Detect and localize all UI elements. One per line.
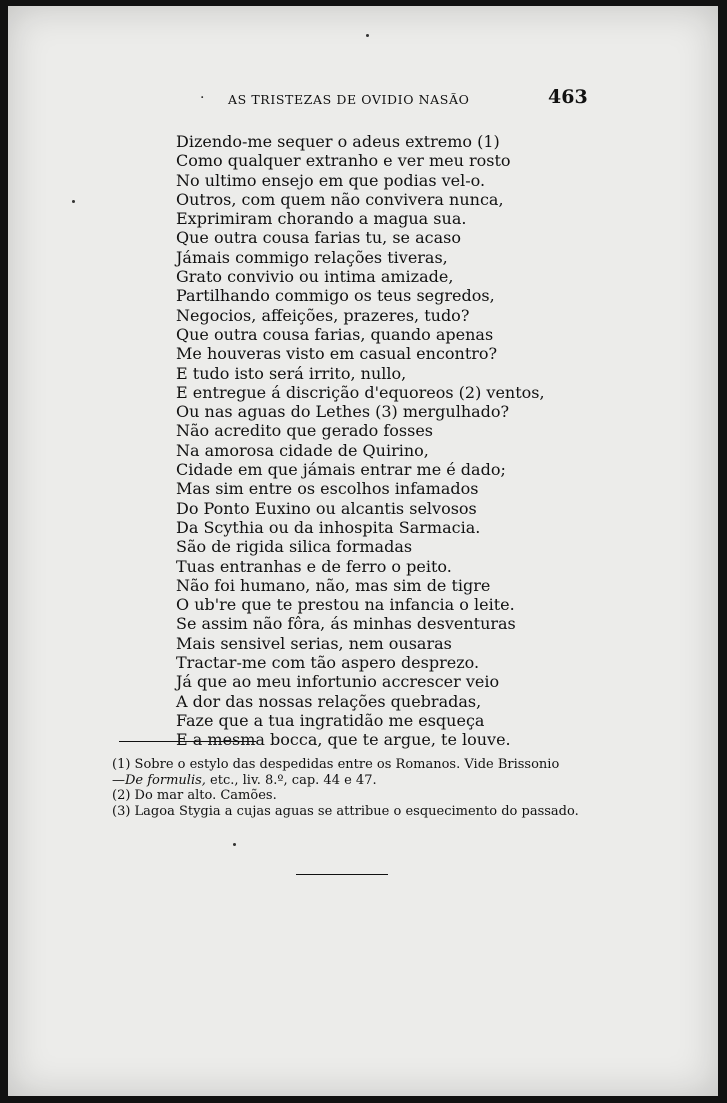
poem-line: Que outra cousa farias tu, se acaso bbox=[176, 228, 461, 248]
poem-line: Tuas entranhas e de ferro o peito. bbox=[176, 556, 452, 576]
poem-line: Como qualquer extranho e ver meu rosto bbox=[176, 151, 511, 171]
paper-speck bbox=[366, 34, 369, 37]
poem-body bbox=[176, 132, 545, 750]
footnotes bbox=[112, 757, 579, 819]
footnote-dash: — bbox=[112, 772, 125, 788]
footnote-italic-title: De formulis, bbox=[125, 772, 206, 788]
poem-line: Mais sensivel serias, nem ousaras bbox=[176, 633, 452, 653]
paper-speck bbox=[72, 200, 75, 203]
poem-line: A dor das nossas relações quebradas, bbox=[176, 691, 482, 711]
poem-line: Mas sim entre os escolhos infamados bbox=[176, 479, 479, 499]
poem-line: Já que ao meu infortunio accrescer veio bbox=[176, 672, 500, 692]
poem-line: Dizendo-me sequer o adeus extremo (1) bbox=[176, 132, 500, 151]
poem-line: Jámais commigo relações tiveras, bbox=[176, 247, 448, 267]
poem-line: Que outra cousa farias, quando apenas bbox=[176, 324, 494, 344]
poem-line: No ultimo ensejo em que podias vel-o. bbox=[176, 170, 486, 190]
poem-line: Tractar-me com tão aspero desprezo. bbox=[176, 653, 480, 673]
paper-speck bbox=[233, 843, 236, 846]
footnote-1: (1) Sobre o estylo das despedidas entre os Romanos. Vide Brissonio bbox=[112, 757, 560, 772]
poem-line: Exprimiram chorando a magua sua. bbox=[176, 209, 467, 229]
poem-line: Da Scythia ou da inhospita Sarmacia. bbox=[176, 517, 481, 537]
poem-line: Outros, com quem não convivera nunca, bbox=[176, 189, 504, 209]
poem-line: Ou nas aguas do Lethes (3) mergulhado? bbox=[176, 402, 510, 422]
header-dot: · bbox=[200, 90, 205, 106]
poem-line: Faze que a tua ingratidão me esqueça bbox=[176, 710, 485, 730]
footnote-reference: etc., liv. 8.º, cap. 44 e 47. bbox=[205, 772, 377, 788]
poem-line: Não foi humano, não, mas sim de tigre bbox=[176, 575, 491, 595]
poem-line: O ub're que te prestou na infancia o leite. bbox=[176, 595, 515, 615]
poem-line: Cidade em que jámais entrar me é dado; bbox=[176, 460, 506, 480]
poem-line: E tudo isto será irrito, nullo, bbox=[176, 363, 407, 383]
poem-line: Partilhando commigo os teus segredos, bbox=[176, 286, 495, 306]
footnote-3: (3) Lagoa Stygia a cujas aguas se attribue o esquecimento do passado. bbox=[112, 803, 579, 819]
poem-line: E entregue á discrição d'equoreos (2) ventos, bbox=[176, 382, 545, 402]
poem-line: Me houveras visto em casual encontro? bbox=[176, 344, 498, 364]
poem-line: Do Ponto Euxino ou alcantis selvosos bbox=[176, 498, 477, 518]
poem-line: Negocios, affeições, prazeres, tudo? bbox=[176, 305, 470, 325]
footnote-rule bbox=[119, 741, 256, 742]
poem-line: Grato convivio ou intima amizade, bbox=[176, 267, 454, 287]
running-title: AS TRISTEZAS DE OVIDIO NASÃO bbox=[228, 92, 470, 107]
page-number: 463 bbox=[548, 86, 588, 108]
poem-line: E a mesma bocca, que te argue, te louve. bbox=[176, 730, 511, 750]
end-rule bbox=[296, 874, 388, 875]
poem-line: São de rigida silica formadas bbox=[176, 537, 413, 557]
footnote-1-continuation bbox=[112, 773, 579, 789]
poem-line: Não acredito que gerado fosses bbox=[176, 421, 433, 441]
poem-line: Na amorosa cidade de Quirino, bbox=[176, 440, 429, 460]
footnote-2: (2) Do mar alto. Camões. bbox=[112, 788, 277, 803]
poem-line: Se assim não fôra, ás minhas desventuras bbox=[176, 614, 516, 634]
